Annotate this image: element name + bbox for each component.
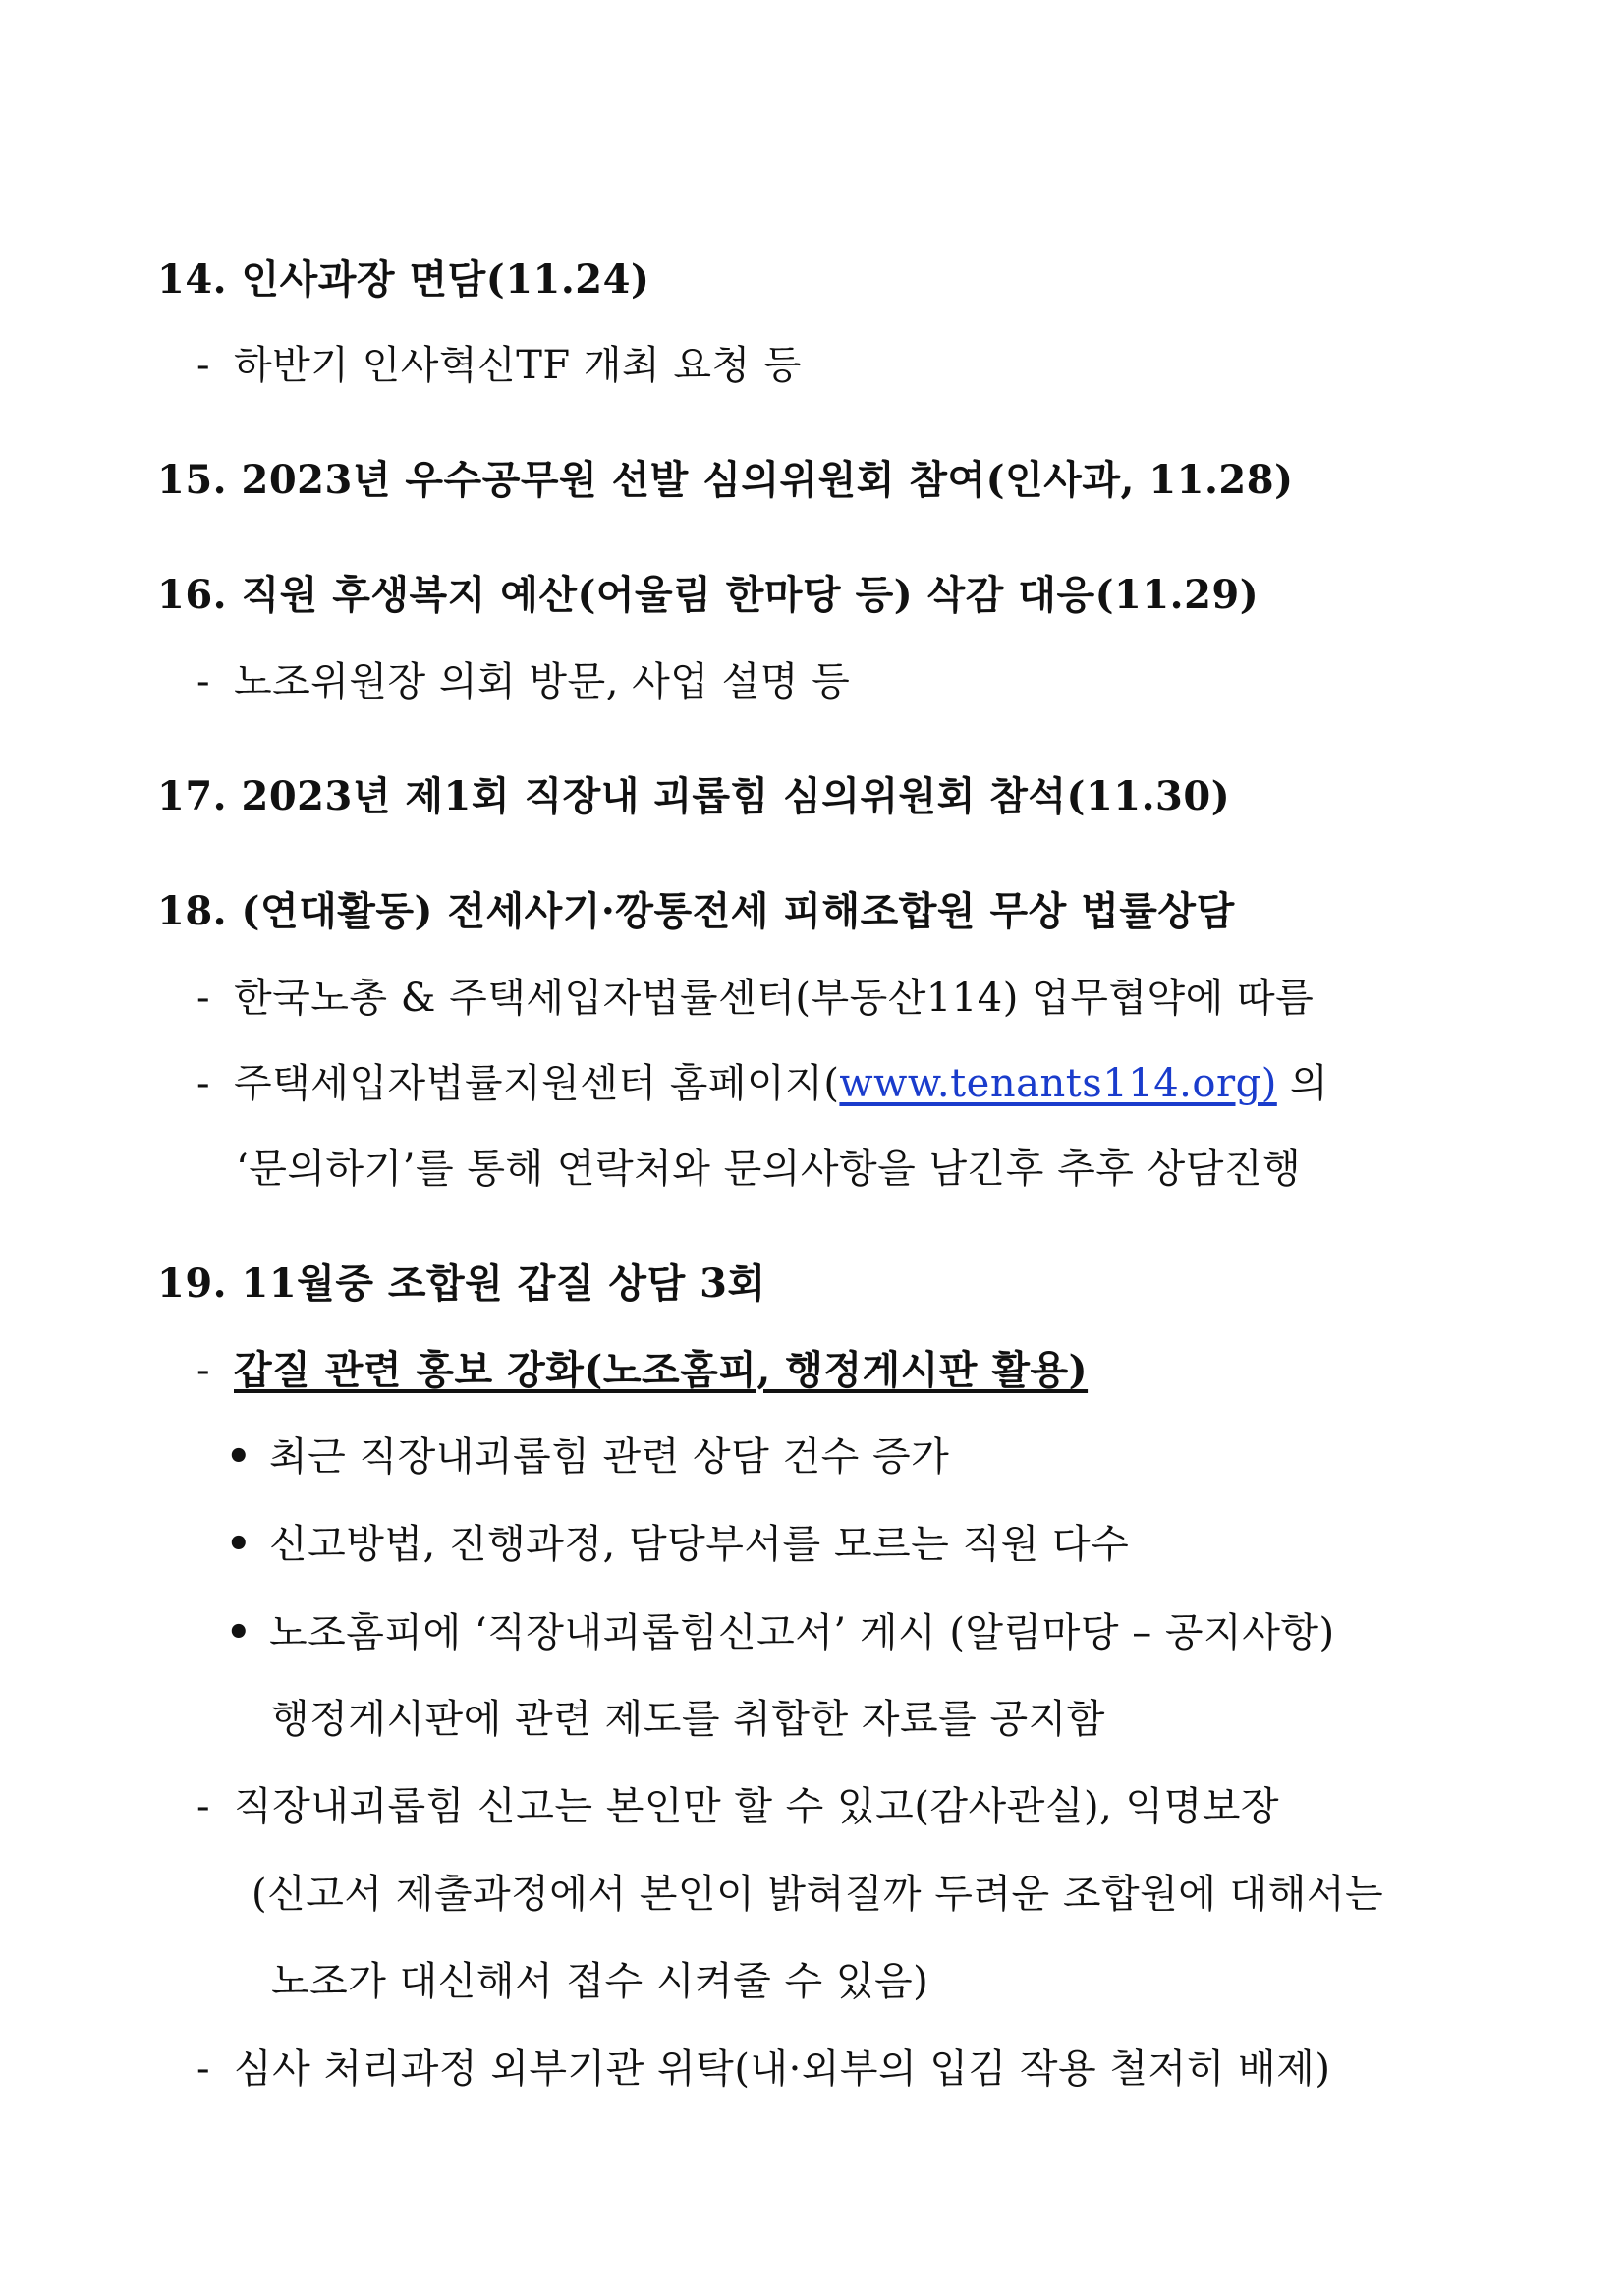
item-19-bullet-2-text: 신고방법, 진행과정, 담당부서를 모르는 직원 다수 (269, 1522, 1130, 1567)
tenants-website-link[interactable]: www.tenants114.org) (839, 1061, 1277, 1106)
item-19-sub-2-continued-2: 노조가 대신해서 접수 시켜줄 수 있음) (271, 1959, 929, 2004)
item-17-title: 17. 2023년 제1회 직장내 괴롭힘 심의위원회 참석(11.30) (157, 773, 1231, 819)
dash-marker: - (196, 2046, 211, 2092)
bullet-marker: • (226, 1609, 252, 1655)
item-19-bullet-1-text: 최근 직장내괴롭힘 관련 상담 건수 증가 (269, 1434, 950, 1480)
item-19-sub-2-text: 직장내괴롭힘 신고는 본인만 할 수 있고(감사관실), 익명보장 (234, 1784, 1280, 1829)
item-18-sub-2-text: 주택세입자법률지원센터 홈페이지( (234, 1061, 840, 1106)
item-16-title: 16. 직원 후생복지 예산(어울림 한마당 등) 삭감 대응(11.29) (157, 572, 1260, 618)
item-18-sub-2 (196, 1058, 1328, 1109)
item-16-sub-1-text: 노조위원장 의회 방문, 사업 설명 등 (234, 659, 851, 704)
dash-marker: - (196, 343, 211, 388)
item-19-bullet-1 (226, 1431, 949, 1483)
item-19-sub-3 (196, 2044, 1330, 2095)
item-19-bullet-3-text: 노조홈피에 ‘직장내괴롭힘신고서’ 게시 (알림마당 – 공지사항) (269, 1610, 1335, 1655)
dash-marker: - (196, 976, 211, 1021)
item-18-sub-1-text: 한국노총 & 주택세입자법률센터(부동산114) 업무협약에 따름 (234, 976, 1315, 1021)
bullet-marker: • (226, 1521, 252, 1567)
bullet-marker: • (226, 1433, 252, 1480)
item-19-bullet-3 (226, 1607, 1335, 1658)
item-19-sub-2-continued-1: (신고서 제출과정에서 본인이 밝혀질까 두려운 조합원에 대해서는 (252, 1872, 1384, 1917)
item-18-title: 18. (연대활동) 전세사기·깡통전세 피해조합원 무상 법률상담 (157, 888, 1235, 934)
item-18-sub-2-tail: 의 (1276, 1061, 1329, 1106)
item-16-sub-1 (196, 656, 850, 707)
item-19-bullet-3-continued: 행정게시판에 관련 제도를 취합한 자료를 공지함 (271, 1697, 1105, 1742)
item-18-sub-2-continued: ‘문의하기’를 통해 연락처와 문의사항을 남긴후 추후 상담진행 (236, 1147, 1302, 1192)
item-18-sub-1 (196, 973, 1314, 1024)
item-15-title: 15. 2023년 우수공무원 선발 심의위원회 참여(인사과, 11.28) (157, 457, 1294, 503)
dash-marker: - (196, 1784, 211, 1829)
item-19-sub-1-text: 갑질 관련 홍보 강화(노조홈피, 행정게시판 활용) (234, 1347, 1089, 1393)
dash-marker: - (196, 659, 211, 704)
item-19-title: 19. 11월중 조합원 갑질 상담 3회 (157, 1260, 766, 1307)
dash-marker: - (196, 1061, 211, 1106)
item-14-sub-1 (196, 340, 802, 391)
dash-marker: - (196, 1348, 211, 1393)
item-19-sub-3-text: 심사 처리과정 외부기관 위탁(내·외부의 입김 작용 철저히 배제) (234, 2046, 1331, 2092)
item-19-sub-2 (196, 1781, 1279, 1832)
item-19-sub-1 (196, 1345, 1088, 1396)
item-14-sub-1-text: 하반기 인사혁신TF 개최 요청 등 (234, 343, 802, 388)
item-14-title: 14. 인사과장 면담(11.24) (157, 256, 650, 303)
item-19-bullet-2 (226, 1519, 1129, 1570)
